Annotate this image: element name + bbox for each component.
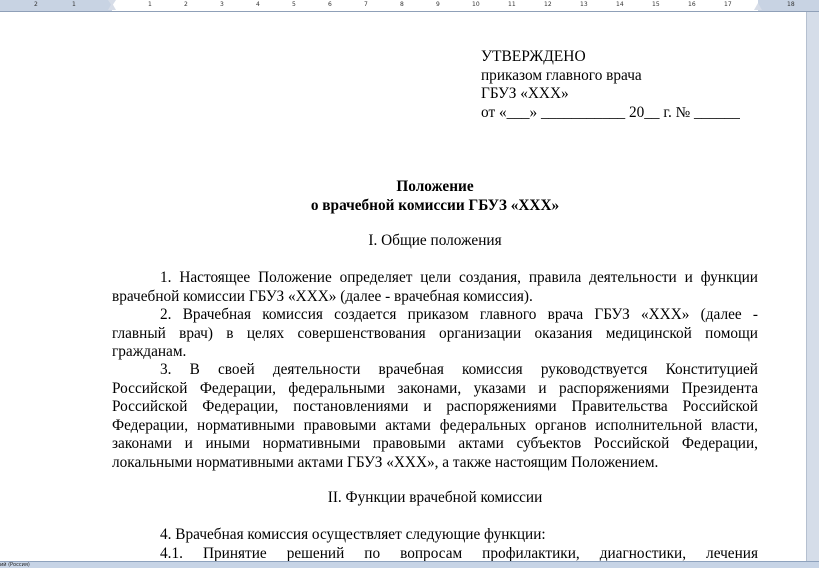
ruler-number: 11 <box>508 1 516 8</box>
paragraph <box>112 269 758 306</box>
ruler-number: 17 <box>724 1 732 8</box>
ruler-number: 15 <box>652 1 660 8</box>
ruler-number: 10 <box>472 1 480 8</box>
paragraph-line: 2. Врачебная комиссия создается приказом главного врача ГБУЗ «ХХХ» (далее - <box>160 306 758 323</box>
section-heading: II. Функции врачебной комиссии <box>327 489 543 506</box>
ruler-number: 8 <box>400 1 404 8</box>
paragraph-line: 4. Врачебная комиссия осуществляет следующие функции: <box>160 526 546 543</box>
ruler-number: 1 <box>148 1 152 8</box>
ruler-number: 12 <box>544 1 552 8</box>
ruler-number: 18 <box>787 1 795 8</box>
ruler-numbers <box>0 0 819 11</box>
approval-heading: УТВЕРЖДЕНО <box>481 48 586 65</box>
ruler-number: 16 <box>688 1 696 8</box>
approval-line: приказом главного врача <box>481 66 642 84</box>
ruler-number: 1 <box>72 1 76 8</box>
document-title <box>112 178 758 215</box>
ruler-number: 5 <box>292 1 296 8</box>
language-indicator[interactable]: ий (Россия) <box>0 562 30 568</box>
paragraph-line: локальными нормативными актами ГБУЗ «ХХХ», а также настоящим Положением. <box>112 453 659 471</box>
paragraph-line: 3. В своей деятельности врачебная комиссия руководствуется Конституцией <box>160 361 758 378</box>
paragraph-line: Российской Федерации, федеральными законами, указами и распоряжениями Президента <box>112 379 758 397</box>
left-indent-marker[interactable] <box>108 3 116 10</box>
title-line: Положение <box>396 178 474 195</box>
paragraph-line: 1. Настоящее Положение определяет цели создания, правила деятельности и функции <box>160 269 758 286</box>
approval-line: от «___» ___________ 20__ г. № ______ <box>481 103 740 121</box>
paragraph <box>112 306 758 362</box>
ruler-number: 13 <box>580 1 588 8</box>
ruler-number: 7 <box>364 1 368 8</box>
approval-line: ГБУЗ «ХХХ» <box>481 85 569 102</box>
ruler-number: 2 <box>34 1 38 8</box>
horizontal-ruler[interactable] <box>0 0 819 12</box>
ruler-number: 4 <box>256 1 260 8</box>
ruler-number: 3 <box>220 1 224 8</box>
ruler-number: 14 <box>616 1 624 8</box>
ruler-number: 6 <box>328 1 332 8</box>
approval-block <box>481 48 761 122</box>
document-page[interactable] <box>0 12 806 561</box>
ruler-number: 9 <box>436 1 440 8</box>
vertical-scrollbar[interactable] <box>806 12 819 561</box>
paragraph-line: главный врач) в целях совершенствования организации оказания медицинской помощи <box>112 324 758 342</box>
title-line: о врачебной комиссии ГБУЗ «ХХХ» <box>310 196 560 214</box>
paragraph-line: 4.1. Принятие решений по вопросам профилактики, диагностики, лечения <box>160 544 758 561</box>
section-heading: I. Общие положения <box>368 232 502 249</box>
paragraph-line: Российской Федерации, постановлениями и распоряжениями Правительства Российской <box>112 398 758 415</box>
paragraph-line: законами и иными нормативными правовыми актами субъектов Российской Федерации, <box>112 435 758 452</box>
paragraph-line: врачебной комиссии ГБУЗ «ХХХ» (далее - врачебная комиссия). <box>112 287 533 305</box>
paragraph <box>112 526 758 561</box>
paragraph-line: гражданам. <box>112 343 187 360</box>
paragraph <box>112 361 758 472</box>
right-indent-marker[interactable] <box>754 3 762 10</box>
paragraph-line: Федерации, нормативными правовыми актами федеральных органов исполнительной власти, <box>112 416 758 434</box>
ruler-number: 2 <box>184 1 188 8</box>
